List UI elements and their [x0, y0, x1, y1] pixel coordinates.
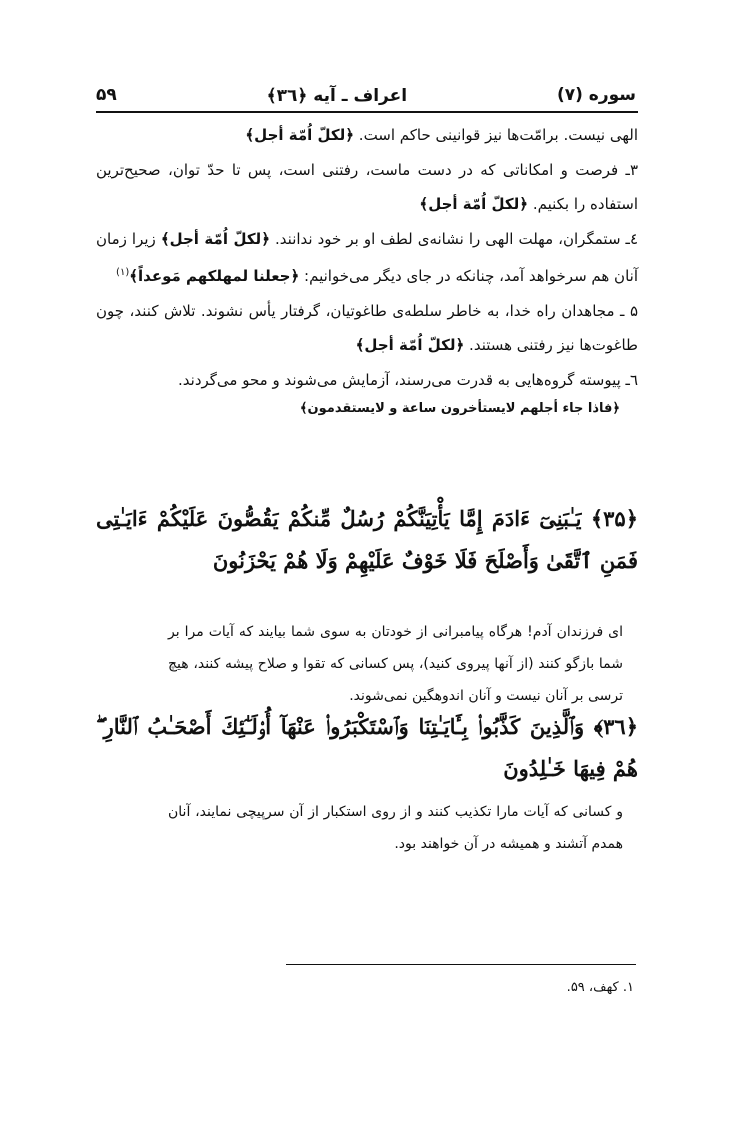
page-number: ۵۹: [96, 85, 117, 105]
section-title: اعراف ـ آیه ﴿۳٦﴾: [266, 85, 408, 106]
note-item: [96, 153, 638, 222]
note-verse: ﴿لکلّ اُمّة أجل﴾: [419, 195, 529, 213]
note-text: الهی نیست. برامّت‌ها نیز قوانینی حاکم است.: [354, 126, 638, 144]
translation-text: ای فرزندان آدم! هرگاه پیامبرانی از خودتان به سوی شما بیایند که آیات مرا بر شما بازگو کنند (از آنها پیروی کنید)، پس کسانی که تقوا و صلاح پیشه کنند، هیچ ترسی بر آنان نیست و آنان اندوهگین نمی‌شوند.: [168, 624, 623, 704]
ayah-36: [96, 706, 638, 790]
note-text: ٦ـ پیوسته گروه‌هایی به قدرت می‌رسند، آزمایش می‌شوند و محو می‌گردند.: [178, 370, 638, 389]
note-text: ۳ـ فرصت و امکاناتی که در دست ماست، رفتنی است، پس تا حدّ توان، صحیح‌ترین استفاده را بکنیم.: [96, 160, 638, 213]
ayah-number: ﴿۳۵﴾: [590, 506, 638, 531]
surah-title: سوره (۷): [556, 85, 636, 105]
note-item: [96, 222, 638, 294]
commentary-notes: [96, 118, 638, 421]
ayah-text: وَٱلَّذِينَ كَذَّبُوا۟ بِـَٔايَـٰتِنَا وَٱسْتَكْبَرُوا۟ عَنْهَآ أُو۟لَـٰٓئِكَ أَصْحَـٰبُ ٱلنَّارِ ۖ هُمْ فِيهَا خَـٰلِدُونَ: [96, 714, 638, 781]
translation-text: و کسانی که آیات مارا تکذیب کنند و از روی استکبار از آن سرپیچی نمایند، آنان همدم آتشند و همیشه در آن خواهند بود.: [168, 804, 623, 852]
note-item: [96, 294, 638, 363]
note-text: ۵ ـ مجاهدان راه خدا، به خاطر سلطه‌ی طاغوتیان، گرفتار یأس نشوند. تلاش کنند، چون طاغوت‌ها نیز رفتنی هستند.: [96, 301, 638, 354]
footnote-rule: [286, 964, 636, 965]
ayah-36-translation: [168, 796, 623, 860]
header-rule: [96, 111, 638, 113]
note-verse: ﴿لکلّ اُمّة أجل﴾: [245, 126, 355, 144]
page-header: [96, 80, 636, 110]
ayah-35-translation: [168, 616, 623, 712]
note-text: ٤ـ ستمگران، مهلت الهی را نشانه‌ی لطف او بر خود ندانند.: [269, 229, 639, 248]
footnote-ref: (۱): [116, 267, 130, 278]
note-verse: ﴿لکلّ اُمّة أجل﴾: [355, 336, 465, 354]
note-verse: ﴿لکلّ اُمّة أجل﴾: [160, 229, 270, 248]
note-text: زیرا زمان آنان هم سرخواهد آمد، چنانکه در جای دیگر می‌خوانیم:: [96, 229, 638, 285]
note-verse: ﴿جعلنا لمهلکهم مَوعداً﴾: [129, 267, 300, 285]
footnote: ۱. کهف، ۵۹.: [566, 980, 634, 995]
ayah-35: [96, 498, 638, 582]
note-verse: ﴿فاذا جاء أجلهم لایستأخرون ساعة و لایستقدمون﴾: [299, 401, 620, 416]
note-item: [96, 363, 638, 398]
ayah-number: ﴿۳٦﴾: [593, 714, 638, 739]
note-item: [96, 118, 638, 153]
ayah-text: يَـٰبَنِىٓ ءَادَمَ إِمَّا يَأْتِيَنَّكُمْ رُسُلٌ مِّنكُمْ يَقُصُّونَ عَلَيْكُمْ ءَايَـٰتِى فَمَنِ ٱتَّقَىٰ وَأَصْلَحَ فَلَا خَوْفٌ عَلَيْهِمْ وَلَا هُمْ يَحْزَنُونَ: [96, 506, 638, 573]
